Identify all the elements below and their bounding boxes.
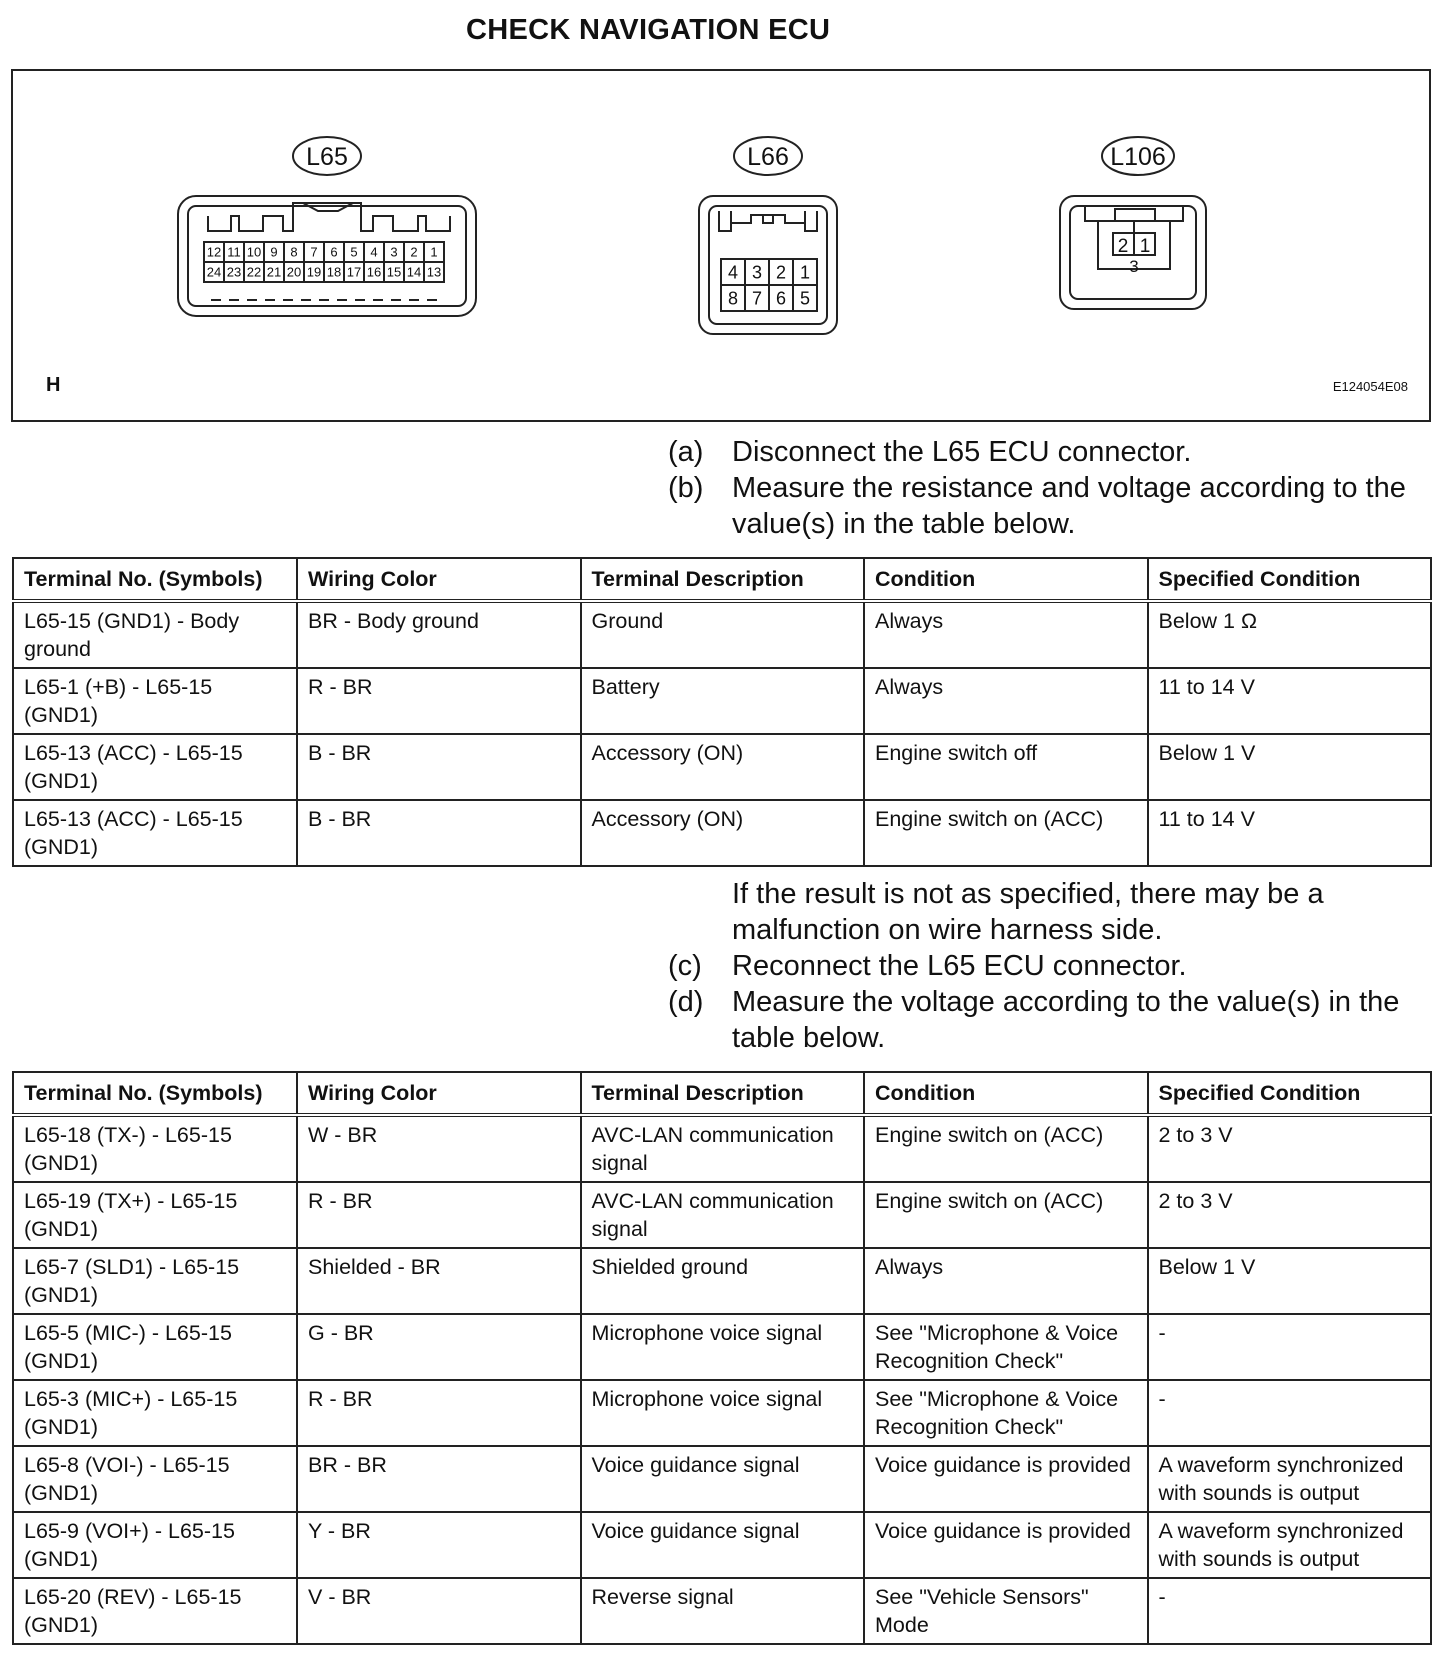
l65-pin-label: 14 [406, 264, 422, 280]
l66-label: L66 [747, 143, 789, 171]
table-row [13, 1115, 1431, 1182]
cell-terminal-description: Microphone voice signal [581, 1380, 865, 1446]
cell-condition: See "Microphone & Voice Recognition Check" [864, 1380, 1148, 1446]
table-header-row [13, 1072, 1431, 1115]
l65-pin-label: 11 [227, 244, 241, 260]
l65-pin-label: 4 [370, 244, 378, 260]
cell-specified-condition: - [1148, 1578, 1432, 1644]
cell-specified-condition: Below 1 Ω [1148, 601, 1432, 668]
spec-table-2 [12, 1071, 1432, 1645]
cell-specified-condition: 2 to 3 V [1148, 1115, 1432, 1182]
l66-pin-grid [721, 259, 817, 311]
cell-condition: Voice guidance is provided [864, 1512, 1148, 1578]
l65-pin-label: 19 [306, 264, 322, 280]
cell-condition: Always [864, 1248, 1148, 1314]
cell-wiring-color: V - BR [297, 1578, 581, 1644]
l65-pin-label: 22 [246, 264, 262, 280]
steps-block-1 [668, 434, 1428, 542]
l66-key [763, 215, 773, 223]
step-label: (b) [668, 472, 704, 504]
l66-pin-label: 5 [799, 288, 811, 309]
table-row [13, 668, 1431, 734]
l65-pin-label: 23 [226, 264, 242, 280]
header-condition: Condition [864, 558, 1148, 601]
cell-terminal: L65-19 (TX+) - L65-15 (GND1) [13, 1182, 297, 1248]
connector-drawing [13, 71, 1429, 420]
header-specified-condition: Specified Condition [1148, 1072, 1432, 1115]
cell-wiring-color: BR - Body ground [297, 601, 581, 668]
cell-specified-condition: Below 1 V [1148, 1248, 1432, 1314]
header-specified-condition: Specified Condition [1148, 558, 1432, 601]
step-text: Reconnect the L65 ECU connector. [732, 950, 1187, 982]
cell-specified-condition: 11 to 14 V [1148, 800, 1432, 866]
cell-wiring-color: R - BR [297, 668, 581, 734]
step-text: Measure the voltage according to the value(s) in the table below. [732, 986, 1400, 1054]
cell-wiring-color: BR - BR [297, 1446, 581, 1512]
table-row [13, 1314, 1431, 1380]
cell-condition: Engine switch off [864, 734, 1148, 800]
cell-wiring-color: Shielded - BR [297, 1248, 581, 1314]
table-row [13, 734, 1431, 800]
l106-pin-label: 1 [1139, 236, 1151, 257]
cell-terminal-description: Battery [581, 668, 865, 734]
cell-terminal: L65-8 (VOI-) - L65-15 (GND1) [13, 1446, 297, 1512]
l65-pin-label: 16 [366, 264, 382, 280]
cell-wiring-color: B - BR [297, 734, 581, 800]
diagram-corner-label: H [46, 374, 61, 396]
l66-pin-label: 7 [751, 288, 763, 309]
step-label: (d) [668, 986, 704, 1018]
table-row [13, 1512, 1431, 1578]
l65-pin-label: 15 [386, 264, 402, 280]
cell-condition: Always [864, 668, 1148, 734]
cell-terminal-description: Ground [581, 601, 865, 668]
cell-wiring-color: W - BR [297, 1115, 581, 1182]
l65-pin-label: 12 [206, 244, 222, 260]
l106-pin-label: 2 [1117, 236, 1129, 257]
l106-label: L106 [1110, 143, 1166, 171]
header-wiring-color: Wiring Color [297, 1072, 581, 1115]
l65-pin-label: 21 [266, 264, 282, 280]
note-text: If the result is not as specified, there may be a malfunction on wire harness side. [732, 878, 1324, 946]
l65-pin-label: 5 [350, 244, 358, 260]
cell-condition: Engine switch on (ACC) [864, 1182, 1148, 1248]
step-text: Disconnect the L65 ECU connector. [732, 436, 1192, 468]
cell-terminal-description: Accessory (ON) [581, 800, 865, 866]
header-wiring-color: Wiring Color [297, 558, 581, 601]
l65-pin-label: 6 [330, 244, 338, 260]
cell-terminal-description: Voice guidance signal [581, 1512, 865, 1578]
table-row [13, 601, 1431, 668]
l65-pin-label: 10 [246, 244, 262, 260]
cell-terminal: L65-13 (ACC) - L65-15 (GND1) [13, 734, 297, 800]
table-row [13, 1578, 1431, 1644]
cell-specified-condition: - [1148, 1380, 1432, 1446]
cell-terminal: L65-15 (GND1) - Body ground [13, 601, 297, 668]
l65-pin-label: 20 [286, 264, 302, 280]
steps-block-2 [668, 876, 1428, 1056]
table-row [13, 1182, 1431, 1248]
cell-condition: Engine switch on (ACC) [864, 800, 1148, 866]
cell-terminal-description: Microphone voice signal [581, 1314, 865, 1380]
cell-wiring-color: Y - BR [297, 1512, 581, 1578]
figure-code: E124054E08 [1332, 379, 1408, 394]
l106-keying [1085, 206, 1183, 221]
step-b [668, 470, 1428, 542]
step-label: (a) [668, 436, 704, 468]
step-label: (c) [668, 950, 702, 982]
cell-condition: Voice guidance is provided [864, 1446, 1148, 1512]
l66-pin-label: 1 [799, 262, 811, 283]
cell-terminal: L65-3 (MIC+) - L65-15 (GND1) [13, 1380, 297, 1446]
cell-specified-condition: A waveform synchronized with sounds is output [1148, 1446, 1432, 1512]
table-header-row [13, 558, 1431, 601]
cell-terminal-description: Voice guidance signal [581, 1446, 865, 1512]
l106-pin-label: 3 [1129, 257, 1139, 276]
cell-wiring-color: R - BR [297, 1380, 581, 1446]
cell-terminal: L65-5 (MIC-) - L65-15 (GND1) [13, 1314, 297, 1380]
l65-pin-label: 2 [410, 244, 418, 260]
cell-terminal: L65-13 (ACC) - L65-15 (GND1) [13, 800, 297, 866]
cell-wiring-color: G - BR [297, 1314, 581, 1380]
cell-terminal: L65-20 (REV) - L65-15 (GND1) [13, 1578, 297, 1644]
l65-pin-label: 13 [426, 264, 442, 280]
note [668, 876, 1428, 948]
l65-pin-grid [204, 242, 444, 282]
cell-condition: Engine switch on (ACC) [864, 1115, 1148, 1182]
header-terminal-description: Terminal Description [581, 1072, 865, 1115]
cell-specified-condition: - [1148, 1314, 1432, 1380]
header-terminal: Terminal No. (Symbols) [13, 1072, 297, 1115]
cell-condition: See "Microphone & Voice Recognition Check" [864, 1314, 1148, 1380]
l66-pin-label: 4 [727, 262, 739, 283]
step-d [668, 984, 1428, 1056]
cell-terminal: L65-18 (TX-) - L65-15 (GND1) [13, 1115, 297, 1182]
l66-pin-label: 8 [727, 288, 739, 309]
cell-condition: See "Vehicle Sensors" Mode [864, 1578, 1148, 1644]
step-c [668, 948, 1428, 984]
cell-terminal: L65-1 (+B) - L65-15 (GND1) [13, 668, 297, 734]
spec-table-1 [12, 557, 1432, 867]
table-1-body [13, 601, 1431, 866]
table-row [13, 800, 1431, 866]
table-row [13, 1380, 1431, 1446]
cell-terminal: L65-7 (SLD1) - L65-15 (GND1) [13, 1248, 297, 1314]
page-title: CHECK NAVIGATION ECU [466, 14, 831, 46]
l65-pin-label: 7 [310, 244, 318, 260]
cell-wiring-color: R - BR [297, 1182, 581, 1248]
header-terminal-description: Terminal Description [581, 558, 865, 601]
cell-specified-condition: 2 to 3 V [1148, 1182, 1432, 1248]
l65-pin-label: 8 [290, 244, 298, 260]
l65-pin-label: 1 [430, 244, 438, 260]
cell-terminal-description: Accessory (ON) [581, 734, 865, 800]
step-a [668, 434, 1428, 470]
cell-specified-condition: Below 1 V [1148, 734, 1432, 800]
cell-wiring-color: B - BR [297, 800, 581, 866]
header-condition: Condition [864, 1072, 1148, 1115]
cell-terminal: L65-9 (VOI+) - L65-15 (GND1) [13, 1512, 297, 1578]
step-text: Measure the resistance and voltage according to the value(s) in the table below. [732, 472, 1406, 540]
cell-specified-condition: 11 to 14 V [1148, 668, 1432, 734]
cell-terminal-description: Reverse signal [581, 1578, 865, 1644]
l65-pin-label: 18 [326, 264, 342, 280]
l65-pin-label: 9 [270, 244, 278, 260]
l65-keying [208, 203, 450, 231]
cell-condition: Always [864, 601, 1148, 668]
header-terminal: Terminal No. (Symbols) [13, 558, 297, 601]
connector-diagram [11, 69, 1431, 422]
cell-terminal-description: AVC-LAN communication signal [581, 1182, 865, 1248]
l66-pin-label: 2 [775, 262, 787, 283]
l65-pin-label: 24 [206, 264, 222, 280]
cell-terminal-description: Shielded ground [581, 1248, 865, 1314]
l66-pin-label: 3 [751, 262, 763, 283]
l65-pin-label: 3 [390, 244, 398, 260]
l65-pin-label: 17 [346, 264, 362, 280]
cell-terminal-description: AVC-LAN communication signal [581, 1115, 865, 1182]
table-row [13, 1446, 1431, 1512]
table-2-body [13, 1115, 1431, 1644]
l65-label: L65 [306, 143, 348, 171]
cell-specified-condition: A waveform synchronized with sounds is output [1148, 1512, 1432, 1578]
table-row [13, 1248, 1431, 1314]
l66-pin-label: 6 [775, 288, 787, 309]
